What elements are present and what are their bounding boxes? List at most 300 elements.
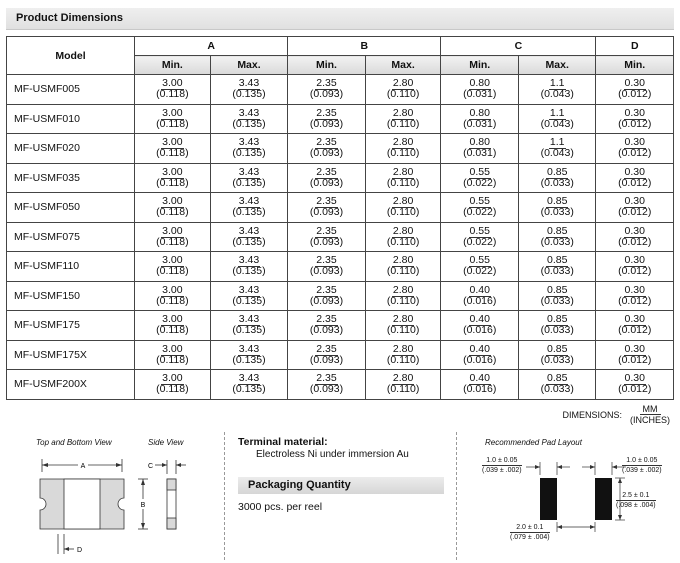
subheader-c-max: Max. <box>518 56 596 75</box>
value-inches: (0.118) <box>156 265 189 278</box>
value-mm: 0.40 <box>469 313 490 326</box>
value-mm: 0.30 <box>624 283 645 296</box>
value-mm: 3.00 <box>162 136 183 149</box>
subheader-d-min: Min. <box>596 56 674 75</box>
value-mm: 0.30 <box>624 342 645 355</box>
dimension-cell <box>210 281 288 311</box>
dimension-cell <box>288 193 366 223</box>
value-inches: (0.033) <box>540 294 574 307</box>
subheader-c-min: Min. <box>441 56 519 75</box>
value-mm: 2.35 <box>316 136 337 149</box>
value-inches: (0.110) <box>386 117 420 130</box>
value-inches: (0.093) <box>309 117 344 130</box>
dimension-cell <box>288 281 366 311</box>
dimension-cell <box>135 281 211 311</box>
dimension-cell <box>365 311 441 341</box>
value-inches: (0.012) <box>618 117 652 130</box>
value-mm: 2.80 <box>392 77 414 90</box>
table-row <box>7 252 674 282</box>
value-inches: (0.031) <box>463 147 497 160</box>
side-view-label: Side View <box>148 438 184 447</box>
group-header-d: D <box>596 37 674 56</box>
value-inches: (0.012) <box>618 294 652 307</box>
value-mm: 3.43 <box>238 313 260 326</box>
value-inches: (0.110) <box>386 235 420 248</box>
value-inches: (0.012) <box>618 383 652 396</box>
dimension-cell <box>518 104 596 134</box>
value-mm: 2.35 <box>316 372 337 385</box>
value-inches: (0.118) <box>156 176 189 189</box>
dimension-cell <box>288 252 366 282</box>
group-header-b: B <box>288 37 441 56</box>
pad-gap-in: (.079 ± .004) <box>510 534 550 541</box>
dimension-cell <box>210 134 288 164</box>
value-inches: (0.093) <box>309 235 344 248</box>
value-mm: 3.00 <box>162 77 183 90</box>
value-inches: (0.135) <box>232 265 266 278</box>
value-mm: 0.40 <box>469 372 490 385</box>
dimension-cell <box>365 134 441 164</box>
value-inches: (0.033) <box>540 235 574 248</box>
section-title: Product Dimensions <box>16 12 123 24</box>
dimensions-label: DIMENSIONS: <box>562 409 622 420</box>
dimension-cell <box>518 252 596 282</box>
table-row <box>7 163 674 193</box>
value-inches: (0.022) <box>463 235 497 248</box>
group-header-c: C <box>441 37 596 56</box>
dimension-cell <box>518 134 596 164</box>
value-mm: 2.80 <box>392 224 414 237</box>
model-name: MF-USMF200X <box>7 370 135 400</box>
value-inches: (0.110) <box>386 294 420 307</box>
dimension-cell <box>596 104 674 134</box>
pad-left-in: (.039 ± .002) <box>482 467 522 474</box>
value-mm: 0.30 <box>624 195 645 208</box>
value-inches: (0.033) <box>540 383 574 396</box>
value-inches: (0.033) <box>540 353 574 366</box>
terminal-material-heading: Terminal material: <box>238 436 328 448</box>
dimension-cell <box>365 193 441 223</box>
dimension-cell <box>596 281 674 311</box>
value-mm: 3.00 <box>162 165 183 178</box>
value-inches: (0.012) <box>618 206 652 219</box>
subheader-b-min: Min. <box>288 56 366 75</box>
value-mm: 0.85 <box>547 372 568 385</box>
value-inches: (0.135) <box>232 147 266 160</box>
dimension-cell <box>518 281 596 311</box>
value-mm: 2.35 <box>316 224 337 237</box>
dimension-cell <box>518 222 596 252</box>
dimension-cell <box>596 193 674 223</box>
value-inches: (0.118) <box>156 147 189 160</box>
value-inches: (0.093) <box>309 324 344 337</box>
dimension-cell <box>135 340 211 370</box>
pad-right <box>595 478 612 520</box>
value-inches: (0.118) <box>156 235 189 248</box>
model-column-header: Model <box>7 37 135 75</box>
package-drawing <box>20 450 220 562</box>
units-fraction <box>630 404 670 425</box>
dimension-cell <box>441 340 519 370</box>
value-mm: 2.35 <box>316 106 337 119</box>
pad-right-mm: 1.0 ± 0.05 <box>622 456 662 466</box>
value-mm: 3.43 <box>238 254 260 267</box>
value-inches: (0.135) <box>232 117 266 130</box>
pad-right-in: (.039 ± .002) <box>622 467 662 474</box>
dimension-cell <box>210 370 288 400</box>
value-mm: 0.30 <box>624 313 645 326</box>
pad-left <box>540 478 557 520</box>
value-inches: (0.033) <box>540 206 574 219</box>
value-inches: (0.016) <box>463 324 497 337</box>
dimension-cell <box>135 311 211 341</box>
value-mm: 2.35 <box>316 313 337 326</box>
value-mm: 3.43 <box>238 136 260 149</box>
value-mm: 0.85 <box>547 165 568 178</box>
value-mm: 2.80 <box>392 254 414 267</box>
dimension-cell <box>518 370 596 400</box>
model-name: MF-USMF020 <box>7 134 135 164</box>
value-mm: 0.40 <box>469 342 490 355</box>
value-mm: 1.1 <box>549 106 565 119</box>
value-inches: (0.135) <box>232 235 266 248</box>
value-mm: 0.80 <box>469 136 490 149</box>
value-inches: (0.118) <box>156 206 189 219</box>
dimension-cell <box>596 370 674 400</box>
pad-height-mm: 2.5 ± 0.1 <box>616 491 656 501</box>
divider-right <box>456 432 457 560</box>
value-inches: (0.012) <box>618 265 652 278</box>
dimensions-units-note <box>562 404 670 425</box>
dimension-cell <box>518 163 596 193</box>
value-inches: (0.012) <box>618 324 652 337</box>
value-inches: (0.033) <box>540 324 574 337</box>
dim-b-label: B <box>140 502 146 509</box>
packaging-header <box>238 477 444 494</box>
dimension-cell <box>288 311 366 341</box>
dimension-cell <box>288 163 366 193</box>
value-mm: 3.43 <box>238 283 260 296</box>
value-mm: 3.00 <box>162 313 183 326</box>
value-inches: (0.093) <box>309 294 344 307</box>
dim-c-label: C <box>148 463 154 470</box>
dimension-cell <box>596 134 674 164</box>
value-mm: 0.55 <box>469 195 490 208</box>
dimension-cell <box>518 311 596 341</box>
value-inches: (0.110) <box>386 353 420 366</box>
dimension-cell <box>441 134 519 164</box>
pad-height-in: (.098 ± .004) <box>616 502 656 509</box>
value-mm: 0.80 <box>469 106 490 119</box>
value-inches: (0.012) <box>618 147 652 160</box>
value-inches: (0.043) <box>540 117 574 130</box>
value-mm: 3.00 <box>162 106 183 119</box>
dimension-cell <box>441 75 519 105</box>
dimension-cell <box>135 104 211 134</box>
value-inches: (0.118) <box>156 88 189 101</box>
model-name: MF-USMF010 <box>7 104 135 134</box>
dimension-cell <box>210 311 288 341</box>
model-name: MF-USMF005 <box>7 75 135 105</box>
value-mm: 0.30 <box>624 254 645 267</box>
value-inches: (0.093) <box>309 353 344 366</box>
value-mm: 3.00 <box>162 254 183 267</box>
table-row <box>7 222 674 252</box>
value-inches: (0.022) <box>463 206 497 219</box>
value-inches: (0.022) <box>463 176 497 189</box>
value-inches: (0.012) <box>618 88 652 101</box>
value-inches: (0.093) <box>309 88 344 101</box>
dimension-cell <box>441 281 519 311</box>
value-mm: 3.43 <box>238 372 260 385</box>
dimension-cell <box>210 75 288 105</box>
value-inches: (0.093) <box>309 265 344 278</box>
dimension-cell <box>135 370 211 400</box>
dimension-cell <box>288 134 366 164</box>
value-mm: 3.43 <box>238 224 260 237</box>
pad-layout-title: Recommended Pad Layout <box>485 438 582 447</box>
dimension-cell <box>596 222 674 252</box>
value-inches: (0.110) <box>386 324 420 337</box>
table-row <box>7 193 674 223</box>
packaging-value: 3000 pcs. per reel <box>238 501 323 513</box>
dimension-cell <box>596 340 674 370</box>
table-row <box>7 311 674 341</box>
value-inches: (0.093) <box>309 147 344 160</box>
dimension-cell <box>518 340 596 370</box>
model-name: MF-USMF175 <box>7 311 135 341</box>
model-name: MF-USMF110 <box>7 252 135 282</box>
top-bottom-view-label: Top and Bottom View <box>36 438 112 447</box>
dimension-cell <box>135 252 211 282</box>
dimension-cell <box>365 252 441 282</box>
model-name: MF-USMF175X <box>7 340 135 370</box>
value-inches: (0.110) <box>386 265 420 278</box>
dimensions-table <box>6 36 674 400</box>
value-inches: (0.110) <box>386 176 420 189</box>
dimension-cell <box>441 163 519 193</box>
pad-left-mm: 1.0 ± 0.05 <box>482 456 522 466</box>
value-inches: (0.016) <box>463 353 497 366</box>
value-mm: 3.00 <box>162 195 183 208</box>
table-row <box>7 340 674 370</box>
dimension-cell <box>365 281 441 311</box>
table-row <box>7 75 674 105</box>
dimension-cell <box>135 134 211 164</box>
value-mm: 0.85 <box>547 254 568 267</box>
value-inches: (0.012) <box>618 176 652 189</box>
dimension-cell <box>210 163 288 193</box>
value-mm: 0.85 <box>547 313 568 326</box>
packaging-heading: Packaging Quantity <box>248 479 351 491</box>
value-mm: 2.35 <box>316 195 337 208</box>
value-inches: (0.135) <box>232 353 266 366</box>
dimension-cell <box>135 193 211 223</box>
value-inches: (0.043) <box>540 88 574 101</box>
value-mm: 0.80 <box>469 77 490 90</box>
dimension-cell <box>596 75 674 105</box>
dimension-cell <box>288 370 366 400</box>
dimension-cell <box>518 193 596 223</box>
value-mm: 0.30 <box>624 224 645 237</box>
dimension-cell <box>288 104 366 134</box>
dimension-cell <box>441 252 519 282</box>
pad-height-label <box>616 491 656 510</box>
package-center <box>64 479 100 529</box>
value-inches: (0.043) <box>540 147 574 160</box>
pad-gap-mm: 2.0 ± 0.1 <box>510 523 550 533</box>
value-mm: 0.30 <box>624 372 645 385</box>
value-mm: 3.00 <box>162 283 183 296</box>
dimension-cell <box>365 75 441 105</box>
dimension-cell <box>210 193 288 223</box>
value-mm: 0.85 <box>547 283 568 296</box>
value-mm: 2.80 <box>392 136 414 149</box>
value-mm: 2.80 <box>392 106 414 119</box>
table-row <box>7 134 674 164</box>
dimension-cell <box>441 104 519 134</box>
dimension-cell <box>135 163 211 193</box>
model-name: MF-USMF150 <box>7 281 135 311</box>
dimension-cell <box>441 193 519 223</box>
subheader-a-min: Min. <box>135 56 211 75</box>
units-inches: (INCHES) <box>630 415 670 425</box>
dimension-cell <box>365 222 441 252</box>
value-inches: (0.110) <box>386 206 420 219</box>
subheader-b-max: Max. <box>365 56 441 75</box>
subheader-a-max: Max. <box>210 56 288 75</box>
value-mm: 3.00 <box>162 224 183 237</box>
dim-d-label: D <box>77 547 83 554</box>
value-inches: (0.118) <box>156 383 189 396</box>
value-inches: (0.033) <box>540 176 574 189</box>
dimension-cell <box>135 75 211 105</box>
value-mm: 3.43 <box>238 195 260 208</box>
model-name: MF-USMF035 <box>7 163 135 193</box>
value-inches: (0.118) <box>156 117 189 130</box>
value-inches: (0.093) <box>309 176 344 189</box>
value-mm: 0.30 <box>624 106 645 119</box>
dimension-cell <box>288 75 366 105</box>
value-mm: 0.55 <box>469 254 490 267</box>
value-mm: 2.80 <box>392 195 414 208</box>
value-mm: 0.30 <box>624 77 645 90</box>
pad-left-width-label <box>482 456 522 475</box>
value-mm: 0.85 <box>547 195 568 208</box>
value-mm: 0.30 <box>624 165 645 178</box>
dimension-cell <box>135 222 211 252</box>
value-mm: 3.00 <box>162 372 183 385</box>
value-inches: (0.012) <box>618 235 652 248</box>
pad-gap-label <box>510 523 550 542</box>
value-mm: 2.80 <box>392 342 414 355</box>
value-mm: 1.1 <box>549 136 565 149</box>
model-name: MF-USMF050 <box>7 193 135 223</box>
dimension-cell <box>210 104 288 134</box>
value-mm: 2.80 <box>392 372 414 385</box>
value-inches: (0.016) <box>463 383 497 396</box>
value-inches: (0.012) <box>618 353 652 366</box>
dimension-cell <box>596 163 674 193</box>
value-mm: 3.00 <box>162 342 183 355</box>
table-row <box>7 370 674 400</box>
dimension-cell <box>596 252 674 282</box>
dimension-cell <box>441 222 519 252</box>
value-mm: 2.80 <box>392 165 414 178</box>
value-mm: 2.35 <box>316 283 337 296</box>
units-mm: MM <box>640 404 661 415</box>
dimension-cell <box>288 222 366 252</box>
dimension-cell <box>365 104 441 134</box>
terminal-material-value: Electroless Ni under immersion Au <box>256 449 409 460</box>
value-inches: (0.135) <box>232 294 266 307</box>
value-mm: 2.35 <box>316 165 337 178</box>
value-inches: (0.033) <box>540 265 574 278</box>
value-mm: 2.80 <box>392 283 414 296</box>
value-inches: (0.016) <box>463 294 497 307</box>
value-mm: 1.1 <box>549 77 565 90</box>
value-inches: (0.135) <box>232 88 266 101</box>
value-inches: (0.135) <box>232 176 266 189</box>
value-inches: (0.118) <box>156 353 189 366</box>
pad-right-width-label <box>622 456 662 475</box>
dimension-cell <box>365 340 441 370</box>
value-inches: (0.110) <box>386 383 420 396</box>
section-header <box>6 8 674 30</box>
value-mm: 0.85 <box>547 342 568 355</box>
value-inches: (0.135) <box>232 324 266 337</box>
value-mm: 3.43 <box>238 77 260 90</box>
value-mm: 2.80 <box>392 313 414 326</box>
value-mm: 0.30 <box>624 136 645 149</box>
divider-left <box>224 432 225 560</box>
value-inches: (0.118) <box>156 294 189 307</box>
dimension-cell <box>518 75 596 105</box>
value-inches: (0.135) <box>232 383 266 396</box>
value-inches: (0.022) <box>463 265 497 278</box>
value-inches: (0.135) <box>232 206 266 219</box>
value-inches: (0.118) <box>156 324 189 337</box>
dimension-cell <box>596 311 674 341</box>
value-inches: (0.031) <box>463 88 497 101</box>
value-mm: 0.55 <box>469 165 490 178</box>
value-mm: 0.40 <box>469 283 490 296</box>
value-inches: (0.093) <box>309 383 344 396</box>
dimension-cell <box>441 370 519 400</box>
value-mm: 2.35 <box>316 342 337 355</box>
dimension-cell <box>365 370 441 400</box>
value-inches: (0.031) <box>463 117 497 130</box>
dimension-cell <box>288 340 366 370</box>
table-row <box>7 104 674 134</box>
group-header-a: A <box>135 37 288 56</box>
value-mm: 2.35 <box>316 77 337 90</box>
dimension-cell <box>210 340 288 370</box>
dimension-cell <box>210 252 288 282</box>
dimension-cell <box>365 163 441 193</box>
value-mm: 3.43 <box>238 342 260 355</box>
value-inches: (0.093) <box>309 206 344 219</box>
dimension-cell <box>210 222 288 252</box>
table-row <box>7 281 674 311</box>
model-name: MF-USMF075 <box>7 222 135 252</box>
dim-a-label: A <box>80 463 86 470</box>
value-mm: 2.35 <box>316 254 337 267</box>
value-mm: 3.43 <box>238 165 260 178</box>
value-mm: 0.55 <box>469 224 490 237</box>
value-mm: 0.85 <box>547 224 568 237</box>
value-inches: (0.110) <box>386 88 420 101</box>
